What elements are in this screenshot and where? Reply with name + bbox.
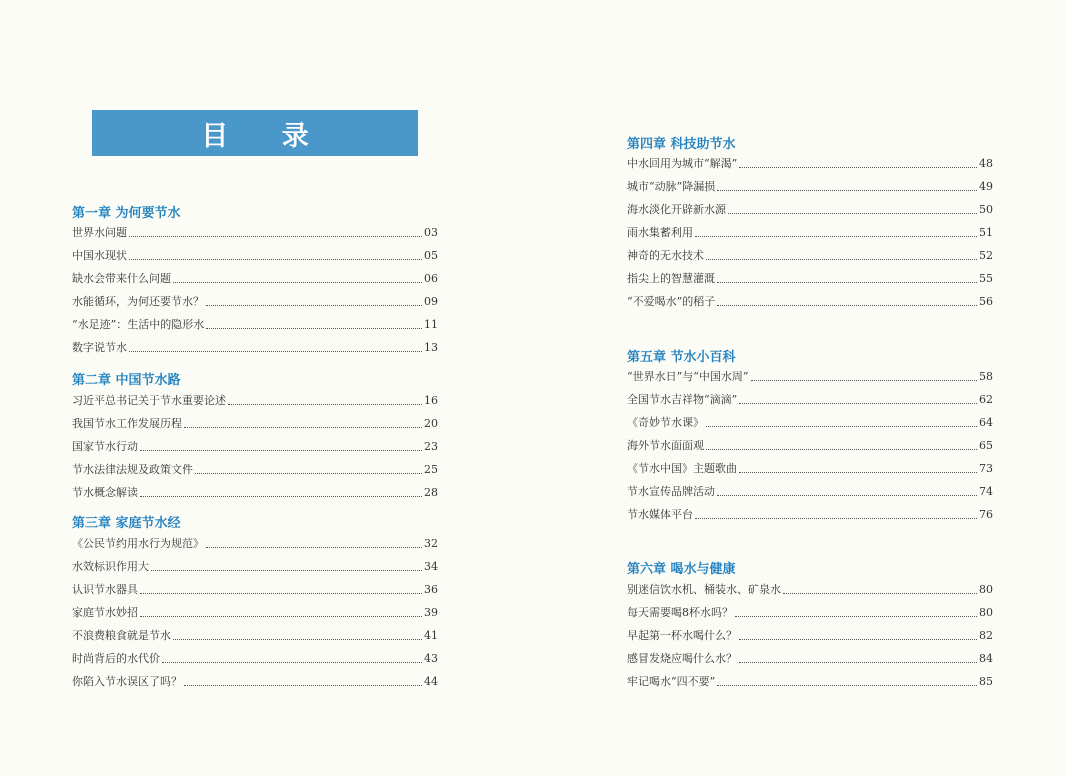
dot-leader xyxy=(195,473,422,474)
toc-entry-page: 20 xyxy=(424,417,438,430)
toc-entry-page: 03 xyxy=(424,226,438,239)
toc-entry[interactable] xyxy=(627,225,993,241)
toc-entry[interactable] xyxy=(627,605,993,621)
toc-entry-title: 时尚背后的水代价 xyxy=(72,652,160,665)
toc-entry-page: 74 xyxy=(979,485,993,498)
dot-leader xyxy=(706,449,977,450)
toc-entry[interactable] xyxy=(627,582,993,598)
toc-entry[interactable] xyxy=(72,340,438,356)
toc-entry-title: 城市“动脉”降漏损 xyxy=(627,180,716,193)
dot-leader xyxy=(739,472,977,473)
toc-entry[interactable] xyxy=(627,294,993,310)
toc-entry-page: 16 xyxy=(424,394,438,407)
toc-entry-title: 节水概念解读 xyxy=(72,486,138,499)
toc-entry-title: 《奇妙节水课》 xyxy=(627,416,704,429)
dot-leader xyxy=(151,570,422,571)
toc-entry[interactable] xyxy=(72,439,438,455)
toc-entry-page: 36 xyxy=(424,583,438,596)
toc-entry-title: 海水淡化开辟新水源 xyxy=(627,203,726,216)
dot-leader xyxy=(129,236,422,237)
dot-leader xyxy=(173,639,422,640)
toc-entry-page: 41 xyxy=(424,629,438,642)
toc-entry-page: 85 xyxy=(979,675,993,688)
toc-entry[interactable] xyxy=(627,156,993,172)
dot-leader xyxy=(173,282,422,283)
toc-entry-title: 海外节水面面观 xyxy=(627,439,704,452)
dot-leader xyxy=(739,403,977,404)
dot-leader xyxy=(739,662,977,663)
chapter-heading: 第一章 为何要节水 xyxy=(72,206,181,221)
toc-entry[interactable] xyxy=(72,225,438,241)
toc-entry-page: 64 xyxy=(979,416,993,429)
toc-entry-title: 水效标识作用大 xyxy=(72,560,149,573)
dot-leader xyxy=(717,305,977,306)
toc-entry[interactable] xyxy=(72,605,438,621)
toc-entry[interactable] xyxy=(72,582,438,598)
toc-entry-page: 73 xyxy=(979,462,993,475)
toc-entry[interactable] xyxy=(72,485,438,501)
toc-entry[interactable] xyxy=(627,415,993,431)
toc-entry-page: 05 xyxy=(424,249,438,262)
toc-entry[interactable] xyxy=(627,369,993,385)
toc-entry-title: 指尖上的智慧灌溉 xyxy=(627,272,715,285)
dot-leader xyxy=(140,450,422,451)
toc-entry-title: 牢记喝水“四不要” xyxy=(627,675,716,688)
dot-leader xyxy=(735,616,977,617)
toc-entry-title: 早起第一杯水喝什么？ xyxy=(627,629,737,642)
dot-leader xyxy=(739,167,977,168)
toc-entry-page: 80 xyxy=(979,583,993,596)
toc-entry-title: 认识节水器具 xyxy=(72,583,138,596)
toc-entry-title: 《节水中国》主题歌曲 xyxy=(627,462,737,475)
chapter-heading: 第三章 家庭节水经 xyxy=(72,516,181,531)
toc-entry-title: 节水法律法规及政策文件 xyxy=(72,463,193,476)
toc-entry[interactable] xyxy=(627,484,993,500)
toc-entry[interactable] xyxy=(627,438,993,454)
toc-entry-page: 50 xyxy=(979,203,993,216)
toc-entry-page: 65 xyxy=(979,439,993,452)
chapter-heading: 第六章 喝水与健康 xyxy=(627,562,736,577)
toc-entry-title: 家庭节水妙招 xyxy=(72,606,138,619)
toc-entry[interactable] xyxy=(72,248,438,264)
toc-entry-title: “世界水日”与“中国水周” xyxy=(627,370,749,383)
dot-leader xyxy=(228,404,422,405)
toc-entry-title: 习近平总书记关于节水重要论述 xyxy=(72,394,226,407)
toc-entry-page: 34 xyxy=(424,560,438,573)
toc-entry-page: 76 xyxy=(979,508,993,521)
dot-leader xyxy=(129,351,422,352)
toc-entry[interactable] xyxy=(72,536,438,552)
toc-entry-title: 雨水集蓄利用 xyxy=(627,226,693,239)
toc-entry[interactable] xyxy=(627,392,993,408)
toc-entry-title: 国家节水行动 xyxy=(72,440,138,453)
toc-entry-title: 全国节水吉祥物“滴滴” xyxy=(627,393,738,406)
dot-leader xyxy=(140,616,422,617)
dot-leader xyxy=(751,380,978,381)
dot-leader xyxy=(717,190,977,191)
toc-entry-title: 中国水现状 xyxy=(72,249,127,262)
toc-entry[interactable] xyxy=(627,628,993,644)
dot-leader xyxy=(140,496,422,497)
toc-entry-title: “水足迹”：生活中的隐形水 xyxy=(72,318,205,331)
toc-entry-page: 39 xyxy=(424,606,438,619)
dot-leader xyxy=(162,662,422,663)
toc-entry-title: 不浪费粮食就是节水 xyxy=(72,629,171,642)
dot-leader xyxy=(706,426,977,427)
chapter-heading: 第五章 节水小百科 xyxy=(627,350,736,365)
dot-leader xyxy=(695,236,977,237)
dot-leader xyxy=(706,259,977,260)
toc-entry-page: 13 xyxy=(424,341,438,354)
toc-entry[interactable] xyxy=(72,651,438,667)
toc-entry[interactable] xyxy=(627,179,993,195)
toc-entry-title: “不爱喝水”的稻子 xyxy=(627,295,716,308)
toc-entry[interactable] xyxy=(627,674,993,690)
toc-entry[interactable] xyxy=(72,294,438,310)
dot-leader xyxy=(184,685,422,686)
toc-entry-title: 缺水会带来什么问题 xyxy=(72,272,171,285)
toc-entry[interactable] xyxy=(627,202,993,218)
toc-entry-page: 48 xyxy=(979,157,993,170)
dot-leader xyxy=(206,328,422,329)
toc-entry[interactable] xyxy=(72,559,438,575)
toc-entry-page: 49 xyxy=(979,180,993,193)
toc-entry-page: 06 xyxy=(424,272,438,285)
toc-entry[interactable] xyxy=(627,271,993,287)
dot-leader xyxy=(739,639,977,640)
toc-entry-title: 神奇的无水技术 xyxy=(627,249,704,262)
dot-leader xyxy=(728,213,977,214)
toc-entry[interactable] xyxy=(72,271,438,287)
toc-entry[interactable] xyxy=(72,462,438,478)
toc-entry-page: 28 xyxy=(424,486,438,499)
dot-leader xyxy=(206,305,422,306)
dot-leader xyxy=(184,427,422,428)
dot-leader xyxy=(717,685,977,686)
toc-entry-title: 世界水问题 xyxy=(72,226,127,239)
dot-leader xyxy=(129,259,422,260)
toc-entry-page: 51 xyxy=(979,226,993,239)
toc-entry-page: 55 xyxy=(979,272,993,285)
toc-entry[interactable] xyxy=(72,317,438,333)
toc-entry-page: 44 xyxy=(424,675,438,688)
toc-entry[interactable] xyxy=(627,461,993,477)
toc-entry-page: 11 xyxy=(424,318,438,331)
toc-title-banner xyxy=(92,110,418,156)
toc-entry-title: 每天需要喝8杯水吗？ xyxy=(627,606,733,619)
dot-leader xyxy=(717,495,977,496)
toc-entry-page: 80 xyxy=(979,606,993,619)
toc-entry-page: 25 xyxy=(424,463,438,476)
toc-entry[interactable] xyxy=(627,651,993,667)
chapter-heading: 第四章 科技助节水 xyxy=(627,137,736,152)
dot-leader xyxy=(717,282,977,283)
toc-entry-page: 23 xyxy=(424,440,438,453)
toc-entry-title: 中水回用为城市“解渴” xyxy=(627,157,738,170)
toc-entry-title: 我国节水工作发展历程 xyxy=(72,417,182,430)
toc-entry-title: 节水宣传品牌活动 xyxy=(627,485,715,498)
toc-entry-page: 84 xyxy=(979,652,993,665)
toc-entry[interactable] xyxy=(72,416,438,432)
toc-entry[interactable] xyxy=(72,674,438,690)
toc-entry-page: 58 xyxy=(979,370,993,383)
dot-leader xyxy=(206,547,422,548)
toc-entry-page: 82 xyxy=(979,629,993,642)
toc-title: 目 录 xyxy=(201,120,331,152)
toc-entry-page: 52 xyxy=(979,249,993,262)
toc-entry-title: 水能循环，为何还要节水？ xyxy=(72,295,204,308)
toc-entry-title: 《公民节约用水行为规范》 xyxy=(72,537,204,550)
toc-entry-page: 09 xyxy=(424,295,438,308)
toc-entry[interactable] xyxy=(627,248,993,264)
toc-entry-page: 62 xyxy=(979,393,993,406)
chapter-heading: 第二章 中国节水路 xyxy=(72,373,181,388)
dot-leader xyxy=(695,518,977,519)
toc-entry[interactable] xyxy=(627,507,993,523)
dot-leader xyxy=(783,593,977,594)
toc-entry-title: 数字说节水 xyxy=(72,341,127,354)
toc-entry-page: 43 xyxy=(424,652,438,665)
toc-entry-page: 32 xyxy=(424,537,438,550)
toc-entry-title: 你陷入节水误区了吗？ xyxy=(72,675,182,688)
toc-entry-title: 别迷信饮水机、桶装水、矿泉水 xyxy=(627,583,781,596)
toc-entry-page: 56 xyxy=(979,295,993,308)
toc-entry-title: 感冒发烧应喝什么水？ xyxy=(627,652,737,665)
toc-entry-title: 节水媒体平台 xyxy=(627,508,693,521)
dot-leader xyxy=(140,593,422,594)
toc-entry[interactable] xyxy=(72,628,438,644)
toc-entry[interactable] xyxy=(72,393,438,409)
